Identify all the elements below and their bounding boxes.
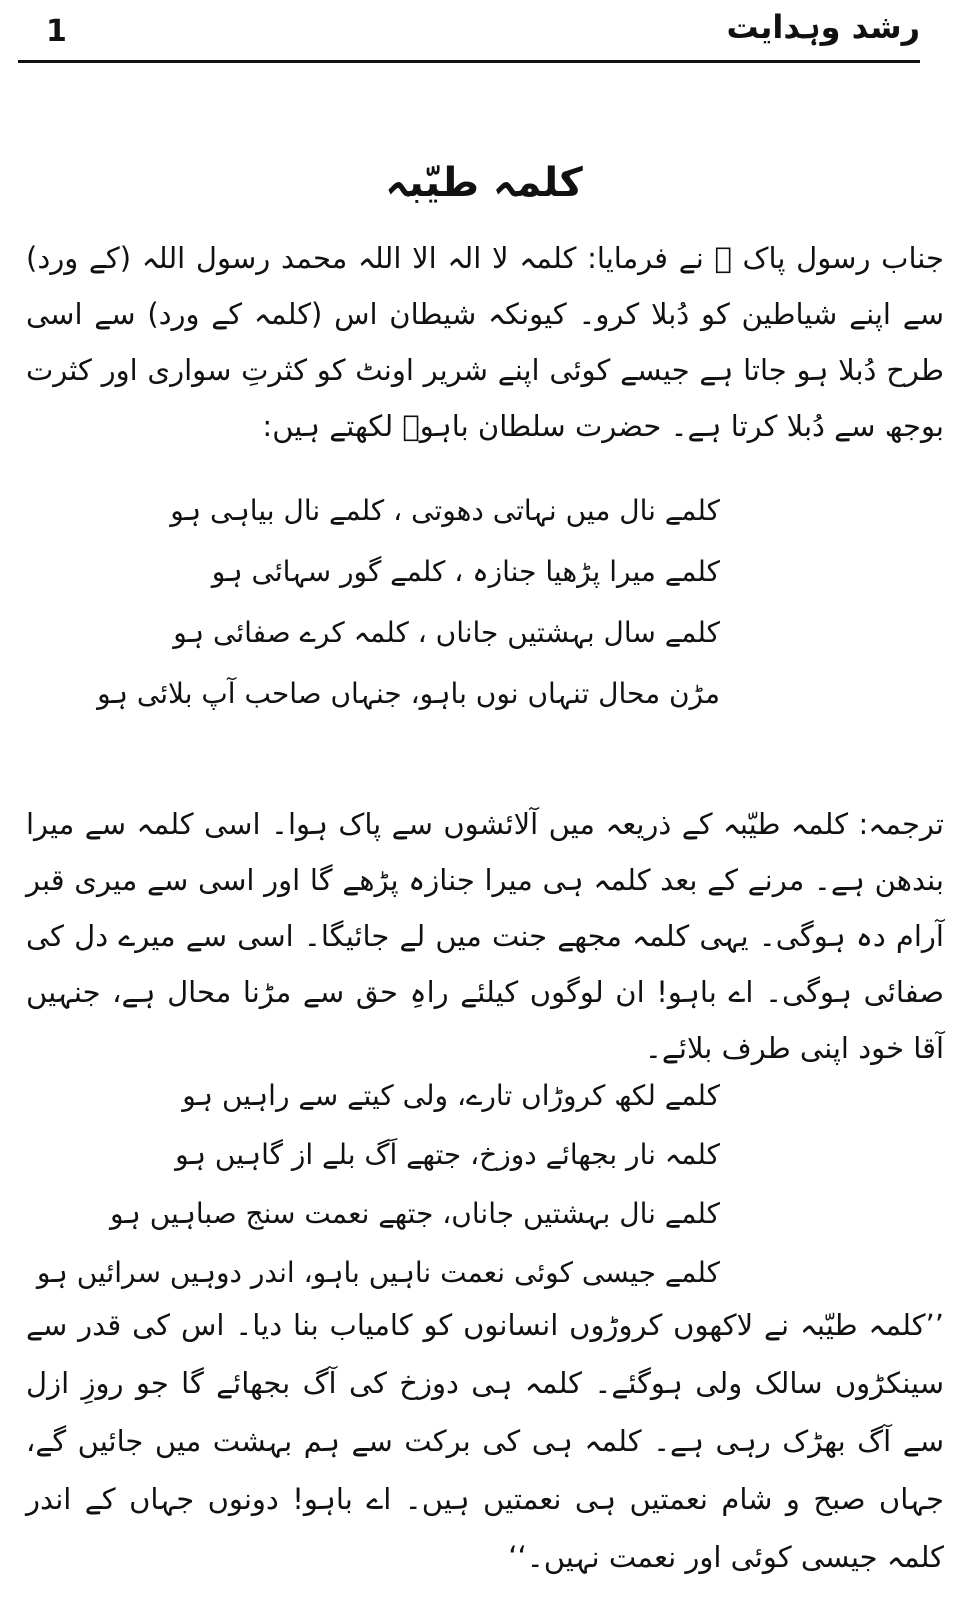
verse-line: کلمہ نار بجھائے دوزخ، جتھے اَگ بلے از گاہیں ہو xyxy=(175,1138,720,1171)
verse-line: کلمے لکھ کروڑاں تارے، ولی کیتے سے راہیں ہو xyxy=(182,1079,720,1112)
paragraph-quote: ’’کلمہ طیّبہ نے لاکھوں کروڑوں انسانوں کو کامیاب بنا دیا۔ اس کی قدر سے سینکڑوں سالک ولی ہوگئے۔ کلمہ ہی دوزخ کی آگ بجھائے گا جو روزِ ازل سے آگ بھڑک رہی ہے۔ کلمہ ہی کی برکت سے ہم بہشت میں جائیں گے، جہاں صبح و شام نعمتیں ہی نعمتیں ہیں۔ اے باہو! دونوں جہاں کے اندر کلمہ جیسی کوئی اور نعمت نہیں۔‘‘ xyxy=(26,1308,944,1574)
paragraph-hadith: جناب رسول پاک ﷺ نے فرمایا: کلمہ لا الہ الا اللہ محمد رسول اللہ (کے ورد) سے اپنے شیاطین کو دُبلا کرو۔ کیونکہ شیطان اس (کلمہ کے ورد) سے اسی طرح دُبلا ہو جاتا ہے جیسے کوئی اپنے شریر اونٹ کو کثرتِ سواری اور کثرت بوجھ سے دُبلا کرتا ہے۔ حضرت سلطان باہوؒ لکھتے ہیں: xyxy=(26,241,944,443)
verse-block-1 xyxy=(97,480,720,724)
header-rule xyxy=(18,60,920,63)
verse-block-2 xyxy=(36,1066,720,1302)
verse-line: کلمے سال بہشتیں جاناں ، کلمہ کرے صفائی ہو xyxy=(173,616,720,649)
book-title: رشد وہدایت xyxy=(726,8,920,46)
paragraph-translation: ترجمہ: کلمہ طیّبہ کے ذریعہ میں آلائشوں سے پاک ہوا۔ اسی کلمہ سے میرا بندھن ہے۔ مرنے کے بعد کلمہ ہی میرا جنازہ پڑھے گا اور اسی سے میری قبر آرام دہ ہوگی۔ یہی کلمہ مجھے جنت میں لے جائیگا۔ اسی سے میرے دل کی صفائی ہوگی۔ اے باہو! ان لوگوں کیلئے راہِ حق سے مڑنا محال ہے، جنہیں آقا خود اپنی طرف بلائے۔ xyxy=(26,807,944,1065)
chapter-title: کلمہ طیّبہ xyxy=(385,160,583,206)
page-number: 1 xyxy=(46,14,67,49)
verse-line: کلمے نال میں نہاتی دھوتی ، کلمے نال بیاہی ہو xyxy=(170,494,720,527)
verse-line: کلمے جیسی کوئی نعمت ناہیں باہو، اندر دوہیں سرائیں ہو xyxy=(36,1256,720,1289)
verse-line: مڑن محال تنہاں نوں باہو، جنہاں صاحب آپ بلائی ہو xyxy=(97,677,720,710)
verse-line: کلمے میرا پڑھیا جنازہ ، کلمے گور سہائی ہو xyxy=(211,555,720,588)
page-header xyxy=(18,10,920,58)
verse-line: کلمے نال بہشتیں جاناں، جتھے نعمت سنج صباہیں ہو xyxy=(109,1197,720,1230)
